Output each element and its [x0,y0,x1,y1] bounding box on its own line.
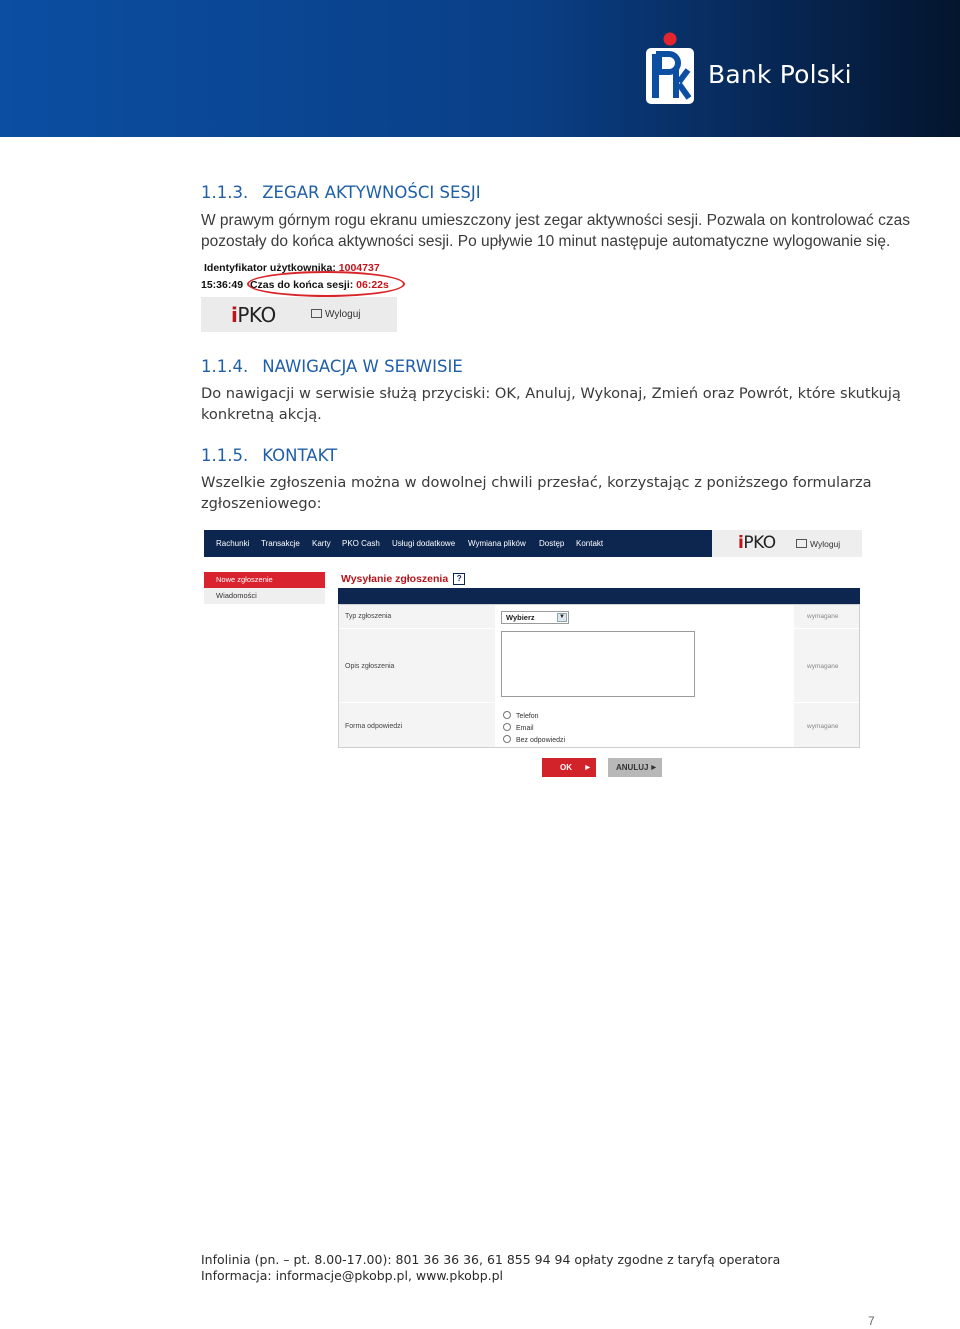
header-banner [0,0,960,137]
ipko-pko: PKO [237,303,276,327]
section-text-navigation [201,383,921,425]
section-number: 1.1.4. [201,357,249,376]
form-title-text: Wysyłanie zgłoszenia [341,573,449,585]
radio-phone[interactable] [503,711,539,720]
text-line: Wszelkie zgłoszenia można w dowolnej chwili przesłać, korzystając z poniższego formularza [201,474,872,491]
radio-icon [503,711,511,719]
form-body [338,604,860,748]
nav-item[interactable]: Kontakt [576,539,604,548]
sidebar-item-new-ticket[interactable]: Nowe zgłoszenie [204,572,325,588]
clock-toolbar [201,297,397,332]
lock-icon [311,309,322,318]
required-label: wymagane [807,613,839,620]
form-row-description [339,629,859,703]
text-line: zgłoszeniowego: [201,495,322,512]
ipko-i: i [738,533,744,553]
text-line: Do nawigacji w serwisie służą przyciski: OK, Anuluj, Wykonaj, Zmień oraz Powrót, które skutkują [201,385,901,402]
page-number: 7 [868,1314,875,1328]
current-time: 15:36:49 [201,279,244,291]
help-icon[interactable]: ? [453,573,465,585]
description-textarea[interactable] [501,631,695,697]
footer [201,1252,780,1284]
radio-icon [503,735,511,743]
contact-form-screenshot [204,530,862,780]
top-right-panel [712,530,862,557]
user-id-label: Identyfikator użytkownika: [204,262,336,274]
select-value: Wybierz [506,613,535,622]
text-line: konkretną akcją. [201,406,322,423]
section-heading-clock [201,183,481,202]
field-cell [495,629,791,702]
radio-label: Telefon [516,713,539,720]
field-label: Forma odpowiedzi [345,723,403,730]
remaining-label: Czas do końca sesji: [249,279,354,291]
nav-item[interactable]: Wymiana plików [468,539,526,548]
highlight-ellipse [247,271,405,297]
ipko-i: i [231,303,238,327]
radio-icon [503,723,511,731]
user-id-value: 1004737 [338,262,380,274]
text-line: W prawym górnym rogu ekranu umieszczony jest zegar aktywności sesji. Pozwala on kontrolować czas [201,212,910,229]
row-separator [791,629,794,702]
section-text-clock [201,210,921,252]
form-title [341,573,465,585]
radio-label: Bez odpowiedzi [516,737,566,744]
nav-item[interactable]: Transakcje [261,539,300,548]
section-title: KONTAKT [262,446,338,465]
radio-none[interactable] [503,735,565,744]
section-title: ZEGAR AKTYWNOŚCI SESJI [262,183,481,202]
field-label: Typ zgłoszenia [345,613,392,620]
footer-hotline: Infolinia (pn. – pt. 8.00-17.00): 801 36 36 36, 61 855 94 94 opłaty zgodne z taryfą operatora [201,1252,781,1267]
section-heading-navigation [201,357,463,376]
remaining-value: 06:22s [356,279,389,291]
footer-contact: Informacja: informacje@pkobp.pl, www.pkobp.pl [201,1268,504,1283]
logout-link[interactable] [796,539,840,549]
row-separator [791,605,794,628]
section-heading-contact [201,446,337,465]
pko-logo-icon [644,32,696,106]
nav-item[interactable]: Dostęp [539,539,565,548]
radio-label: Email [516,725,534,732]
form-row-type [339,605,859,629]
section-text-contact [201,472,921,514]
cancel-button-label: ANULUJ [616,763,649,772]
ok-button-label: OK [560,763,572,772]
ipko-pko: PKO [743,533,776,553]
row-separator [791,703,794,747]
sidebar-item-messages[interactable]: Wiadomości [204,588,325,604]
section-number: 1.1.3. [201,183,249,202]
ok-button[interactable] [542,758,596,777]
section-title: NAWIGACJA W SERWISIE [262,357,463,376]
section-number: 1.1.5. [201,446,249,465]
cancel-button[interactable] [608,758,662,777]
logout-label: Wyloguj [325,309,361,320]
field-label: Opis zgłoszenia [345,663,395,670]
nav-item[interactable]: Karty [312,539,331,548]
arrow-right-icon: ▶ [585,765,590,771]
text-line: pozostały do końca aktywności sesji. Po upływie 10 minut następuje automatyczne wylogowanie się. [201,233,891,250]
required-label: wymagane [807,663,839,670]
chevron-down-icon: ▼ [557,613,567,622]
required-label: wymagane [807,723,839,730]
brand-name: Bank Polski [708,60,852,89]
nav-item[interactable]: Usługi dodatkowe [392,539,456,548]
arrow-right-icon: ▶ [651,765,656,771]
nav-item[interactable]: PKO Cash [342,539,380,548]
nav-item[interactable]: Rachunki [216,539,250,548]
ipko-logo [738,533,776,553]
form-header-bar [338,588,860,604]
session-clock-figure [201,257,397,332]
logout-label: Wyloguj [810,539,841,549]
ipko-logo [231,303,276,327]
form-row-reply [339,703,859,747]
field-cell [495,703,791,747]
top-navigation [204,530,712,557]
field-cell [495,605,791,628]
sidebar [204,572,325,604]
lock-icon [796,539,807,548]
radio-email[interactable] [503,723,534,732]
logout-link[interactable] [311,309,360,320]
type-select[interactable] [501,611,569,624]
